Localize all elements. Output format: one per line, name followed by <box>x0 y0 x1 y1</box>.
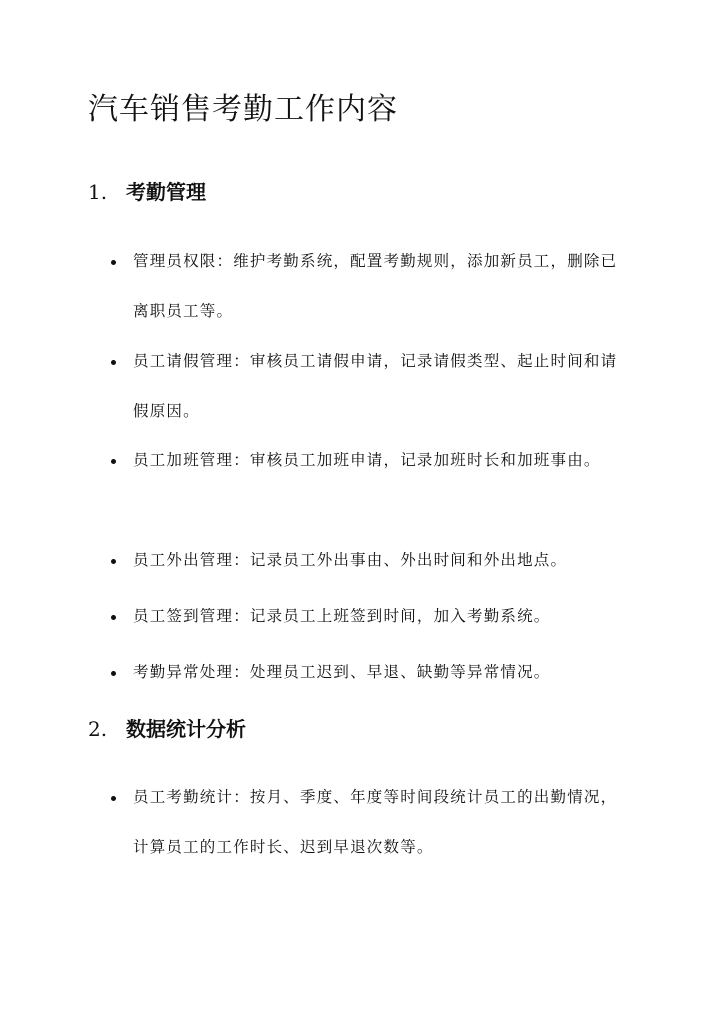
bullet-icon <box>111 559 116 564</box>
section-title: 数据统计分析 <box>126 717 246 741</box>
bullet-icon <box>111 671 116 676</box>
list-item-text: 员工考勤统计：按月、季度、年度等时间段统计员工的出勤情况，计算员工的工作时长、迟到早退次数等。 <box>133 788 618 856</box>
list-item-text: 员工签到管理：记录员工上班签到时间，加入考勤系统。 <box>133 607 551 625</box>
bullet-icon <box>111 796 116 801</box>
list-item-text: 员工加班管理：审核员工加班申请，记录加班时长和加班事由。 <box>133 451 601 469</box>
page-title: 汽车销售考勤工作内容 <box>88 92 398 127</box>
section-number: 1. <box>88 180 108 204</box>
list-item-text: 管理员权限：维护考勤系统，配置考勤规则，添加新员工，删除已离职员工等。 <box>133 252 618 320</box>
section-heading-data-analysis <box>88 713 246 742</box>
list-item-text: 员工外出管理：记录员工外出事由、外出时间和外出地点。 <box>133 551 568 569</box>
list-item-text: 考勤异常处理：处理员工迟到、早退、缺勤等异常情况。 <box>133 663 551 681</box>
bullet-icon <box>111 459 116 464</box>
section-title: 考勤管理 <box>126 180 206 204</box>
list-item-text: 员工请假管理：审核员工请假申请，记录请假类型、起止时间和请假原因。 <box>133 352 618 420</box>
bullet-icon <box>111 615 116 620</box>
bullet-icon <box>111 260 116 265</box>
section-heading-attendance-management <box>88 176 206 205</box>
section-number: 2. <box>88 717 108 741</box>
bullet-icon <box>111 360 116 365</box>
